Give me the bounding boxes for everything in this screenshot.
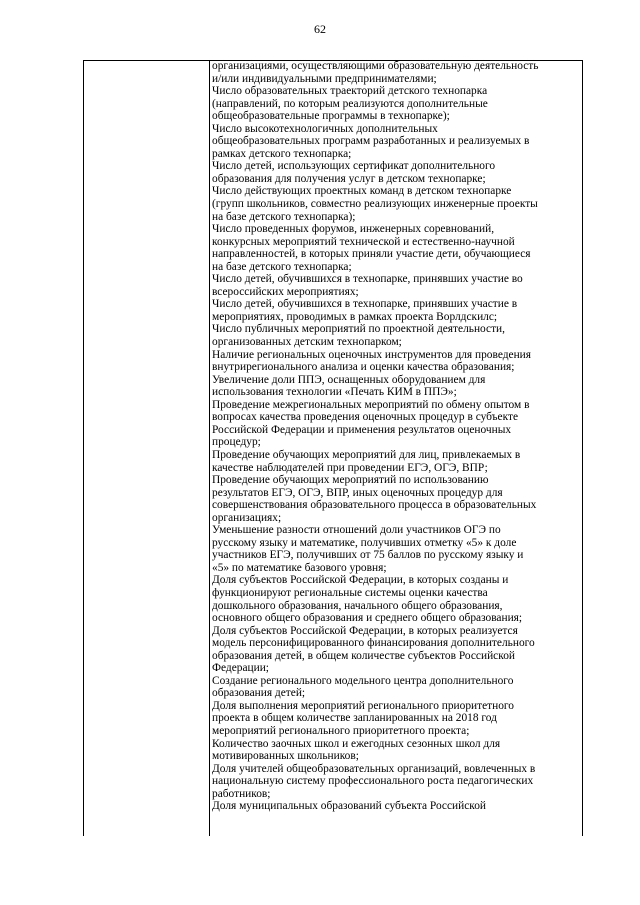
text-line: (направлений, по которым реализуются дополнительные (212, 97, 488, 110)
column-divider (209, 61, 210, 836)
indicators-table (83, 60, 583, 836)
text-line: Наличие региональных оценочных инструментов для проведения (212, 348, 532, 361)
text-line: русскому языку и математике, получивших отметку «5» к доле (212, 536, 517, 549)
text-line: мотивированных школьников; (212, 750, 359, 763)
text-line: на базе детского технопарка); (212, 210, 356, 223)
text-line: Увеличение доли ППЭ, оснащенных оборудованием для (212, 373, 486, 386)
text-line: национальную систему профессионального роста педагогических (212, 775, 534, 788)
text-line: мероприятиях, проводимых в рамках проекта Ворлдскилс; (212, 310, 498, 323)
text-line: Доля субъектов Российской Федерации, в которых реализуется (212, 624, 518, 637)
text-line: конкурсных мероприятий технической и естественно-научной (212, 235, 515, 248)
text-line: Проведение обучающих мероприятий для лиц, привлекаемых в (212, 448, 521, 461)
text-line: организациях; (212, 511, 282, 524)
text-line: рамках детского технопарка; (212, 147, 352, 160)
text-line: основного общего образования и среднего общего образования; (212, 612, 523, 625)
text-line: всероссийских мероприятиях; (212, 285, 359, 298)
text-line: Российской Федерации и применения результатов оценочных (212, 423, 512, 436)
text-line: Доля учителей общеобразовательных организаций, вовлеченных в (212, 762, 536, 775)
text-line: работников; (212, 787, 271, 800)
text-line: организациями, осуществляющими образовательную деятельность (212, 60, 539, 72)
text-line: Число образовательных траекторий детского технопарка (212, 85, 488, 98)
text-line: Число высокотехнологичных дополнительных (212, 122, 438, 135)
text-line: результатов ЕГЭ, ОГЭ, ВПР, иных оценочных процедур для (212, 486, 503, 499)
page-number: 62 (314, 22, 326, 36)
text-line: внутрирегионального анализа и оценки качества образования; (212, 361, 515, 374)
text-line: проекта в общем количестве запланированных на 2018 год (212, 712, 497, 725)
text-line: модель персонифицированного финансирования дополнительного (212, 637, 535, 650)
text-line: Число действующих проектных команд в детском технопарке (212, 185, 512, 198)
text-line: образования детей, в общем количестве субъектов Российской (212, 649, 515, 662)
text-line: Число проведенных форумов, инженерных соревнований, (212, 223, 495, 236)
text-line: Уменьшение разности отношений доли участников ОГЭ по (212, 524, 501, 537)
text-line: образования для получения услуг в детском технопарке; (212, 172, 486, 185)
text-line: участников ЕГЭ, получивших от 75 баллов по русскому языку и (212, 549, 524, 562)
text-line: совершенствования образовательного процесса в образовательных (212, 499, 537, 512)
text-line: общеобразовательных программ разработанных и реализуемых в (212, 135, 530, 148)
text-line: организованных детским технопарком; (212, 336, 402, 349)
text-line: общеобразовательные программы в технопарке); (212, 110, 450, 123)
text-line: образования детей; (212, 687, 306, 700)
text-line: (групп школьников, совместно реализующих инженерные проекты (212, 198, 538, 211)
text-line: функционируют региональные системы оценки качества (212, 586, 488, 599)
text-line: Федерации; (212, 662, 269, 675)
text-line: «5» по математике базового уровня; (212, 561, 387, 574)
text-line: Проведение обучающих мероприятий по использованию (212, 474, 489, 487)
text-line: Доля выполнения мероприятий регионального приоритетного (212, 699, 514, 712)
text-line: Число публичных мероприятий по проектной деятельности, (212, 323, 506, 336)
text-line: Число детей, использующих сертификат дополнительного (212, 160, 496, 173)
text-line: направленностей, в которых приняли участие дети, обучающиеся (212, 248, 531, 261)
text-line: качестве наблюдателей при проведении ЕГЭ, ОГЭ, ВПР; (212, 461, 488, 474)
text-line: Количество заочных школ и ежегодных сезонных школ для (212, 737, 501, 750)
text-line: Число детей, обучившихся в технопарке, принявших участие в (212, 298, 518, 311)
text-line: Проведение межрегиональных мероприятий по обмену опытом в (212, 398, 530, 411)
text-line: Доля муниципальных образований субъекта Российской (212, 800, 487, 813)
text-line: мероприятий регионального приоритетного проекта; (212, 724, 470, 737)
text-line: Доля субъектов Российской Федерации, в которых созданы и (212, 574, 509, 587)
indicators-cell (212, 60, 580, 813)
text-line: процедур; (212, 436, 261, 449)
text-line: Создание регионального модельного центра дополнительного (212, 674, 514, 687)
text-line: на базе детского технопарка; (212, 260, 352, 273)
text-line: вопросах качества проведения оценочных процедур в субъекте (212, 411, 519, 424)
text-line: дошкольного образования, начального общего образования, (212, 599, 503, 612)
text-line: Число детей, обучившихся в технопарке, принявших участие во (212, 273, 523, 286)
text-line: и/или индивидуальными предпринимателями; (212, 72, 437, 85)
text-line: использования технологии «Печать КИМ в ППЭ»; (212, 386, 457, 399)
